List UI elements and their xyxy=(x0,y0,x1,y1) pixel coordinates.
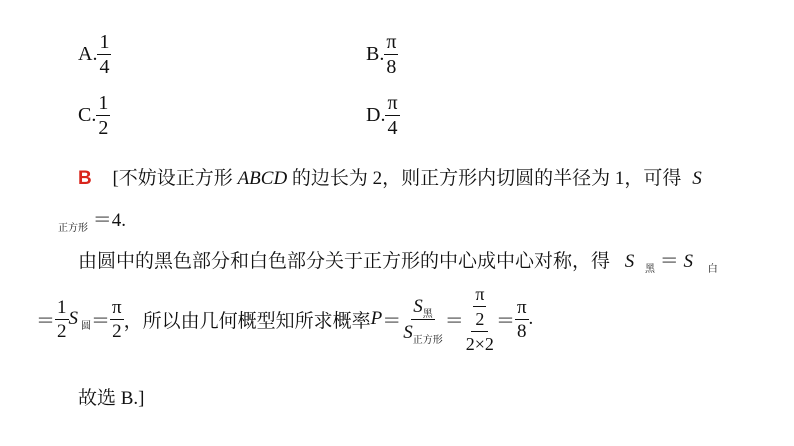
option-d-numerator: π xyxy=(387,92,398,114)
option-b-numerator: π xyxy=(386,31,397,53)
answer-letter: B xyxy=(78,168,92,189)
pi-half-denominator: 2 xyxy=(112,320,122,342)
probability-symbol: P xyxy=(370,308,383,329)
inner-denominator: 2 xyxy=(475,309,485,329)
square-name: ABCD xyxy=(237,168,288,189)
inner-fraction xyxy=(473,285,486,328)
nested-fraction xyxy=(464,285,496,353)
option-b-label: B. xyxy=(366,43,385,65)
option-d-fraction xyxy=(385,93,399,138)
option-a-denominator: 4 xyxy=(99,56,110,78)
square-area-s: S xyxy=(403,321,413,343)
option-a-numerator: 1 xyxy=(99,31,110,53)
ratio-denominator xyxy=(401,320,445,346)
ratio-numerator xyxy=(411,297,435,320)
area-circle-symbol: S xyxy=(68,308,79,329)
option-d-denominator: 4 xyxy=(387,117,398,139)
solution-text-2: ＝4. xyxy=(92,210,127,231)
half-numerator: 1 xyxy=(57,296,67,318)
area-symbol: S xyxy=(692,168,702,189)
square-subscript: 正方形 xyxy=(412,334,443,346)
result-numerator: π xyxy=(516,296,527,318)
option-a-label: A. xyxy=(78,43,98,65)
option-c-numerator: 1 xyxy=(98,92,109,114)
solution-text-3: 由圆中的黑色部分和白色部分关于正方形的中心成中心对称，得 xyxy=(78,251,611,272)
option-d-label: D. xyxy=(366,104,386,126)
half-denominator: 2 xyxy=(57,320,67,342)
black-subscript: 黑 xyxy=(422,308,433,320)
inner-numerator: π xyxy=(473,285,486,307)
square-subscript: 正方形 xyxy=(58,223,88,234)
equals-sign: ＝ xyxy=(91,310,111,332)
option-a xyxy=(78,32,111,77)
solution-line-1 xyxy=(78,163,702,190)
conclusion-text: 故选 B.] xyxy=(78,388,145,409)
option-b-denominator: 8 xyxy=(386,56,397,78)
solution-line-2 xyxy=(58,205,126,232)
pi-half-fraction xyxy=(110,298,124,341)
option-d xyxy=(366,93,400,138)
area-white-symbol: S xyxy=(683,251,694,272)
solution-line-5 xyxy=(78,383,145,410)
ratio-fraction xyxy=(401,295,445,346)
half-fraction xyxy=(55,298,69,341)
solution-line-3 xyxy=(78,246,718,273)
nested-denominator: 2×2 xyxy=(465,334,494,354)
black-subscript: 黑 xyxy=(645,264,656,275)
solution-text-1b: 的边长为 2，则正方形内切圆的半径为 1，可得 xyxy=(291,168,682,189)
option-a-fraction xyxy=(97,32,111,77)
solution-text-4: ，所以由几何概型知所求概率 xyxy=(123,310,371,332)
area-black-symbol: S xyxy=(624,251,635,272)
result-denominator: 8 xyxy=(517,320,527,342)
option-b-fraction xyxy=(384,32,398,77)
option-c-fraction xyxy=(96,93,110,138)
option-c xyxy=(78,93,110,138)
solution-line-4 xyxy=(36,285,533,353)
pi-half-numerator: π xyxy=(112,296,122,318)
white-subscript: 白 xyxy=(707,264,718,275)
equals-sign: ＝ xyxy=(382,310,402,332)
option-c-label: C. xyxy=(78,104,97,126)
circle-subscript: 圆 xyxy=(81,320,92,332)
black-area-s: S xyxy=(413,295,423,317)
period: . xyxy=(528,308,534,329)
option-b xyxy=(366,32,398,77)
equals-sign: ＝ xyxy=(495,310,515,332)
equals-sign: ＝ xyxy=(36,310,56,332)
equals-sign: ＝ xyxy=(659,251,679,272)
option-c-denominator: 2 xyxy=(98,117,109,139)
equals-sign: ＝ xyxy=(444,310,464,332)
nested-numerator xyxy=(471,285,488,332)
solution-text-1a: [不妨设正方形 xyxy=(112,168,233,189)
result-fraction xyxy=(515,298,529,341)
